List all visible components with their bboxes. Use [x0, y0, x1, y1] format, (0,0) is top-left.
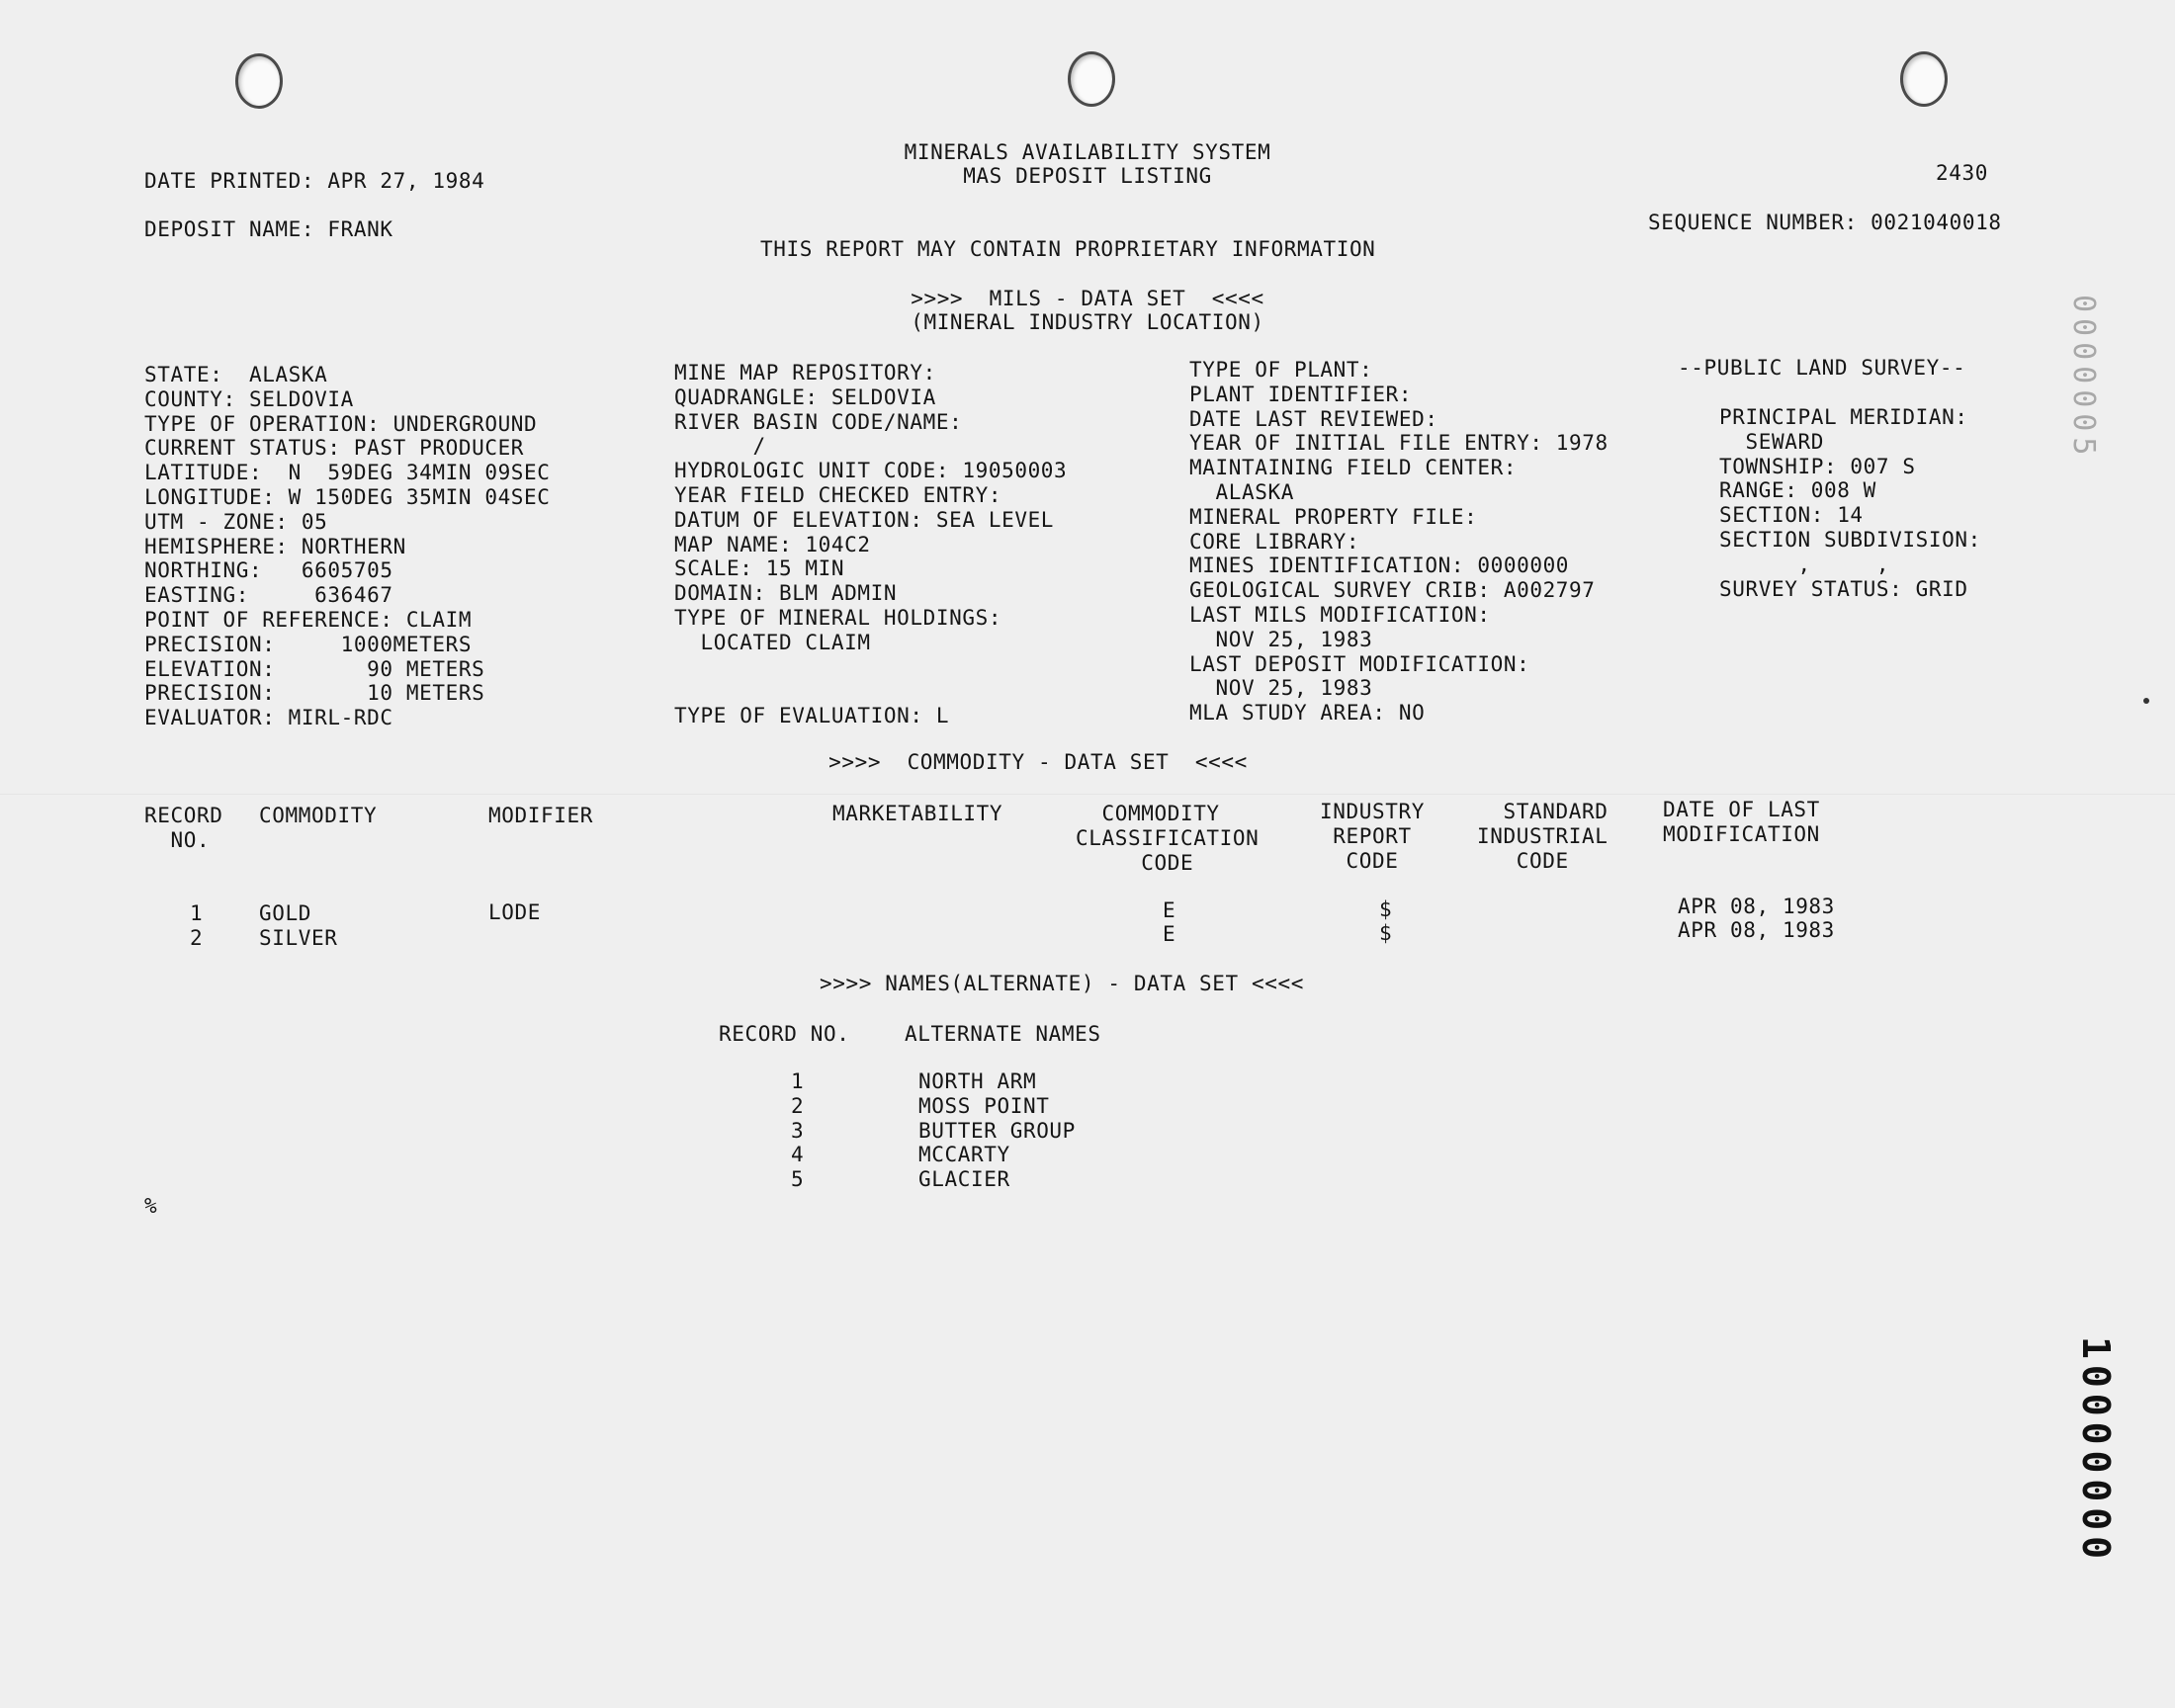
table-row-classification: E — [1163, 922, 1176, 946]
table-row-commodity: SILVER — [259, 926, 338, 950]
table-row-classification: E — [1163, 898, 1176, 922]
mils-location-column — [144, 363, 551, 730]
list-item-record-no: 4 — [791, 1143, 805, 1167]
survey-field: TOWNSHIP: 007 S — [1719, 454, 1916, 478]
mils-field: LATITUDE: N 59DEG 34MIN 09SEC — [144, 461, 551, 485]
names-record-numbers — [791, 1069, 804, 1192]
mils-field: LAST MILS MODIFICATION: — [1189, 602, 1491, 627]
proprietary-notice: THIS REPORT MAY CONTAIN PROPRIETARY INFORMATION — [760, 237, 1376, 261]
list-item-alternate-name: NORTH ARM — [918, 1069, 1037, 1093]
mils-field: MAINTAINING FIELD CENTER: — [1189, 456, 1518, 480]
header-last-modification: DATE OF LAST MODIFICATION — [1663, 798, 1820, 846]
mils-field — [674, 679, 1067, 704]
names-header-alternate-names: ALTERNATE NAMES — [905, 1022, 1101, 1046]
mils-field: QUADRANGLE: SELDOVIA — [674, 384, 936, 409]
list-item-alternate-name: MOSS POINT — [918, 1093, 1050, 1118]
mils-file-column — [1189, 358, 1609, 726]
mils-field: NORTHING: 6605705 — [144, 558, 393, 583]
list-item-alternate-name: GLACIER — [918, 1167, 1010, 1192]
punch-hole-right — [1900, 51, 1948, 107]
mils-field: LONGITUDE: W 150DEG 35MIN 04SEC — [144, 484, 551, 509]
mils-section-subtitle: (MINERAL INDUSTRY LOCATION) — [911, 310, 1264, 334]
header-classification: COMMODITY CLASSIFICATION CODE — [1076, 802, 1260, 875]
mils-field: POINT OF REFERENCE: CLAIM — [144, 607, 473, 632]
header-modifier: MODIFIER — [488, 804, 593, 827]
list-item-record-no: 2 — [791, 1093, 805, 1118]
mils-field: TYPE OF PLANT: — [1189, 358, 1373, 382]
header-sic: STANDARD INDUSTRIAL CODE — [1477, 800, 1609, 873]
ink-speck — [2143, 698, 2149, 704]
mils-field: PLANT IDENTIFIER: — [1189, 382, 1413, 406]
list-item-record-no: 5 — [791, 1167, 805, 1192]
mils-field: EVALUATOR: MIRL-RDC — [144, 706, 393, 730]
list-item-alternate-name: MCCARTY — [918, 1143, 1010, 1167]
mils-field: CORE LIBRARY: — [1189, 529, 1360, 554]
mils-section-title: >>>> MILS - DATA SET <<<< — [911, 287, 1264, 310]
mils-field: RIVER BASIN CODE/NAME: — [674, 409, 963, 434]
system-title: MINERALS AVAILABILITY SYSTEM — [904, 140, 1271, 164]
margin-number-lower: 10000000 — [2074, 1336, 2118, 1566]
mils-field: TYPE OF EVALUATION: L — [674, 704, 950, 728]
mils-field: STATE: ALASKA — [144, 363, 328, 386]
mils-field: NOV 25, 1983 — [1189, 676, 1373, 701]
names-header-record-no: RECORD NO. — [719, 1022, 850, 1046]
mils-field: COUNTY: SELDOVIA — [144, 386, 354, 411]
mils-field: MINES IDENTIFICATION: 0000000 — [1189, 554, 1570, 578]
mils-field: YEAR FIELD CHECKED ENTRY: — [674, 482, 1002, 507]
mils-field: DATE LAST REVIEWED: — [1189, 406, 1438, 431]
mils-field: UTM - ZONE: 05 — [144, 509, 328, 534]
survey-field: SECTION: 14 — [1719, 503, 1864, 528]
table-row-last-modification: APR 08, 1983 — [1678, 918, 1835, 942]
mils-field: YEAR OF INITIAL FILE ENTRY: 1978 — [1189, 431, 1609, 456]
mils-field: DOMAIN: BLM ADMIN — [674, 581, 898, 606]
list-item-alternate-name: BUTTER GROUP — [918, 1118, 1076, 1143]
mils-field — [674, 655, 1067, 680]
punch-hole-center — [1068, 51, 1115, 107]
footer-mark: % — [144, 1194, 158, 1218]
punch-hole-left — [235, 53, 283, 109]
survey-field: SEWARD — [1719, 429, 1824, 454]
page-number: 2430 — [1936, 161, 1988, 185]
mils-field: MLA STUDY AREA: NO — [1189, 701, 1426, 726]
sequence-number: SEQUENCE NUMBER: 0021040018 — [1648, 211, 2002, 234]
list-item-record-no: 1 — [791, 1069, 805, 1093]
listing-title: MAS DEPOSIT LISTING — [963, 164, 1212, 188]
mils-field: PRECISION: 10 METERS — [144, 681, 485, 706]
survey-field: , , — [1719, 552, 1890, 576]
list-item-record-no: 3 — [791, 1118, 805, 1143]
public-land-survey-column — [1719, 405, 1981, 601]
table-row-last-modification: APR 08, 1983 — [1678, 895, 1835, 918]
header-industry-report: INDUSTRY REPORT CODE — [1320, 800, 1425, 873]
survey-field: PRINCIPAL MERIDIAN: — [1719, 405, 1968, 429]
table-row-modifier: LODE — [488, 900, 541, 924]
mils-field: PRECISION: 1000METERS — [144, 632, 473, 656]
header-marketability: MARKETABILITY — [832, 802, 1003, 825]
mils-field: SCALE: 15 MIN — [674, 556, 845, 581]
table-row-industry-report: $ — [1379, 921, 1393, 945]
names-list — [918, 1069, 1076, 1192]
mils-field: HEMISPHERE: NORTHERN — [144, 534, 406, 558]
mils-field: NOV 25, 1983 — [1189, 627, 1373, 651]
fold-line — [0, 794, 2175, 795]
survey-field: SECTION SUBDIVISION: — [1719, 527, 1981, 552]
mils-map-column — [674, 361, 1067, 728]
mils-field: TYPE OF MINERAL HOLDINGS: — [674, 605, 1002, 630]
mils-field: ALASKA — [1189, 479, 1294, 504]
mils-field: EASTING: 636467 — [144, 583, 393, 608]
mils-field: TYPE OF OPERATION: UNDERGROUND — [144, 411, 538, 436]
mils-field: CURRENT STATUS: PAST PRODUCER — [144, 436, 525, 461]
header-commodity: COMMODITY — [259, 804, 378, 827]
commodity-section-title: >>>> COMMODITY - DATA SET <<<< — [828, 750, 1248, 774]
mils-field: DATUM OF ELEVATION: SEA LEVEL — [674, 507, 1055, 532]
table-row-no: 2 — [190, 926, 204, 950]
survey-field: RANGE: 008 W — [1719, 478, 1876, 503]
mils-field: / — [674, 434, 766, 459]
names-section-title: >>>> NAMES(ALTERNATE) - DATA SET <<<< — [820, 972, 1304, 995]
table-row-commodity: GOLD — [259, 901, 311, 925]
mils-field: LAST DEPOSIT MODIFICATION: — [1189, 651, 1530, 676]
mils-field: LOCATED CLAIM — [674, 630, 871, 654]
date-printed: DATE PRINTED: APR 27, 1984 — [144, 169, 485, 193]
mils-field: MAP NAME: 104C2 — [674, 532, 871, 556]
table-row-industry-report: $ — [1379, 897, 1393, 921]
margin-number-upper: 0000005 — [2066, 295, 2101, 462]
mils-field: ELEVATION: 90 METERS — [144, 656, 485, 681]
deposit-name: DEPOSIT NAME: FRANK — [144, 217, 393, 241]
table-row-no: 1 — [190, 901, 204, 925]
public-land-survey-title: --PUBLIC LAND SURVEY-- — [1678, 356, 1966, 380]
header-record-no: RECORD NO. — [144, 804, 223, 852]
mils-field: MINERAL PROPERTY FILE: — [1189, 504, 1478, 529]
mils-field: MINE MAP REPOSITORY: — [674, 361, 936, 384]
mils-field: GEOLOGICAL SURVEY CRIB: A002797 — [1189, 578, 1596, 603]
survey-field: SURVEY STATUS: GRID — [1719, 576, 1968, 601]
mils-field: HYDROLOGIC UNIT CODE: 19050003 — [674, 459, 1068, 483]
